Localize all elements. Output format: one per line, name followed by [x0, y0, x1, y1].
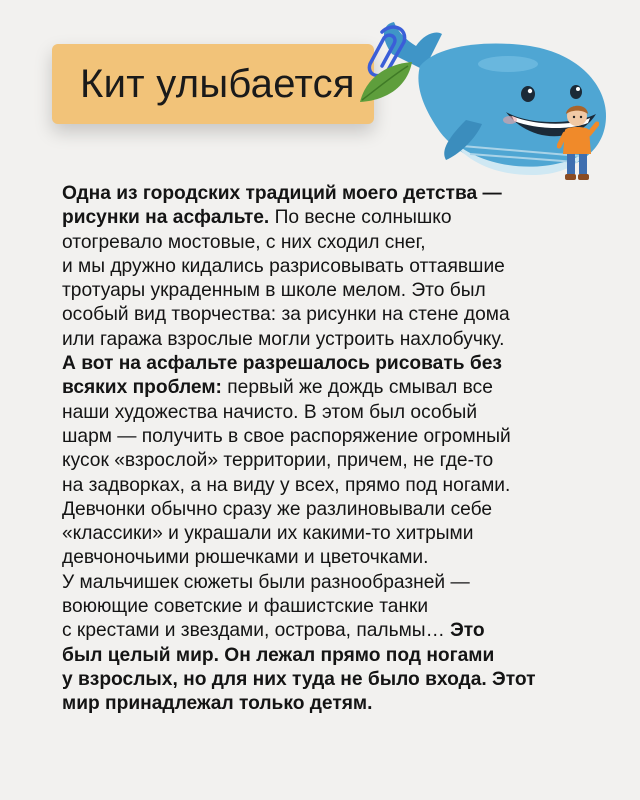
story-fragment: шарм — получить в свое распоряжение огромный	[62, 425, 511, 447]
story-bold-fragment: был целый мир. Он лежал прямо под ногами	[62, 644, 495, 666]
story-fragment: По весне солнышко	[269, 207, 452, 229]
story-bold-fragment: у взрослых, но для них туда не было входа. Этот	[62, 668, 536, 690]
story-fragment: или гаража взрослые могли устроить нахлобучку.	[62, 328, 505, 350]
story-fragment: тротуары украденным в школе мелом. Это был	[62, 280, 486, 302]
story-text	[62, 182, 602, 717]
story-line	[62, 474, 602, 498]
story-bold-fragment: Одна из городских традиций моего детства —	[62, 183, 502, 204]
story-line	[62, 206, 602, 230]
story-fragment: отогревало мостовые, с них сходил снег,	[62, 231, 426, 253]
story-line	[62, 328, 602, 352]
story-fragment: на задворках, а на виду у всех, прямо под ногами.	[62, 474, 511, 496]
story-fragment: «классики» и украшали их какими-то хитрыми	[62, 523, 474, 545]
leaf-icon	[356, 58, 416, 104]
story-line	[62, 231, 602, 255]
story-line	[62, 255, 602, 279]
story-bold-fragment: мир принадлежал только детям.	[62, 693, 373, 715]
story-fragment: особый вид творчества: за рисунки на стене дома	[62, 304, 510, 326]
story-line	[62, 303, 602, 327]
child-illustration	[557, 102, 599, 184]
story-bold-fragment: рисунки на асфальте.	[62, 207, 270, 229]
story-line	[62, 425, 602, 449]
story-fragment: Девчонки обычно сразу же разлиновывали себе	[62, 498, 493, 520]
story-line	[62, 279, 602, 303]
story-fragment: воюющие советские и фашистские танки	[62, 596, 429, 618]
story-line	[62, 546, 602, 570]
story-line	[62, 571, 602, 595]
story-fragment: и мы дружно кидались разрисовывать оттаявшие	[62, 255, 505, 277]
story-fragment: с крестами и звездами, острова, пальмы…	[62, 620, 451, 642]
story-line	[62, 522, 602, 546]
story-line	[62, 498, 602, 522]
story-line	[62, 619, 602, 643]
story-bold-fragment: всяких проблем:	[62, 377, 222, 399]
story-fragment: девчоночьими рюшечками и цветочками.	[62, 547, 429, 569]
story-line	[62, 644, 602, 668]
story-line	[62, 352, 602, 376]
story-fragment: кусок «взрослой» территории, причем, не где-то	[62, 450, 494, 472]
story-fragment: наши художества начисто. В этом был особый	[62, 401, 478, 423]
story-bold-fragment: Это	[450, 620, 485, 642]
story-line	[62, 692, 602, 716]
story-line	[62, 449, 602, 473]
story-line	[62, 182, 602, 206]
story-line	[62, 376, 602, 400]
story-bold-fragment: А вот на асфальте разрешалось рисовать без	[62, 353, 502, 375]
story-fragment: первый же дождь смывал все	[221, 377, 493, 399]
story-line	[62, 595, 602, 619]
story-fragment: У мальчишек сюжеты были разнообразней —	[62, 571, 470, 593]
page-title: Кит улыбается	[80, 62, 355, 106]
story-line	[62, 668, 602, 692]
title-banner	[52, 44, 374, 124]
story-line	[62, 401, 602, 425]
